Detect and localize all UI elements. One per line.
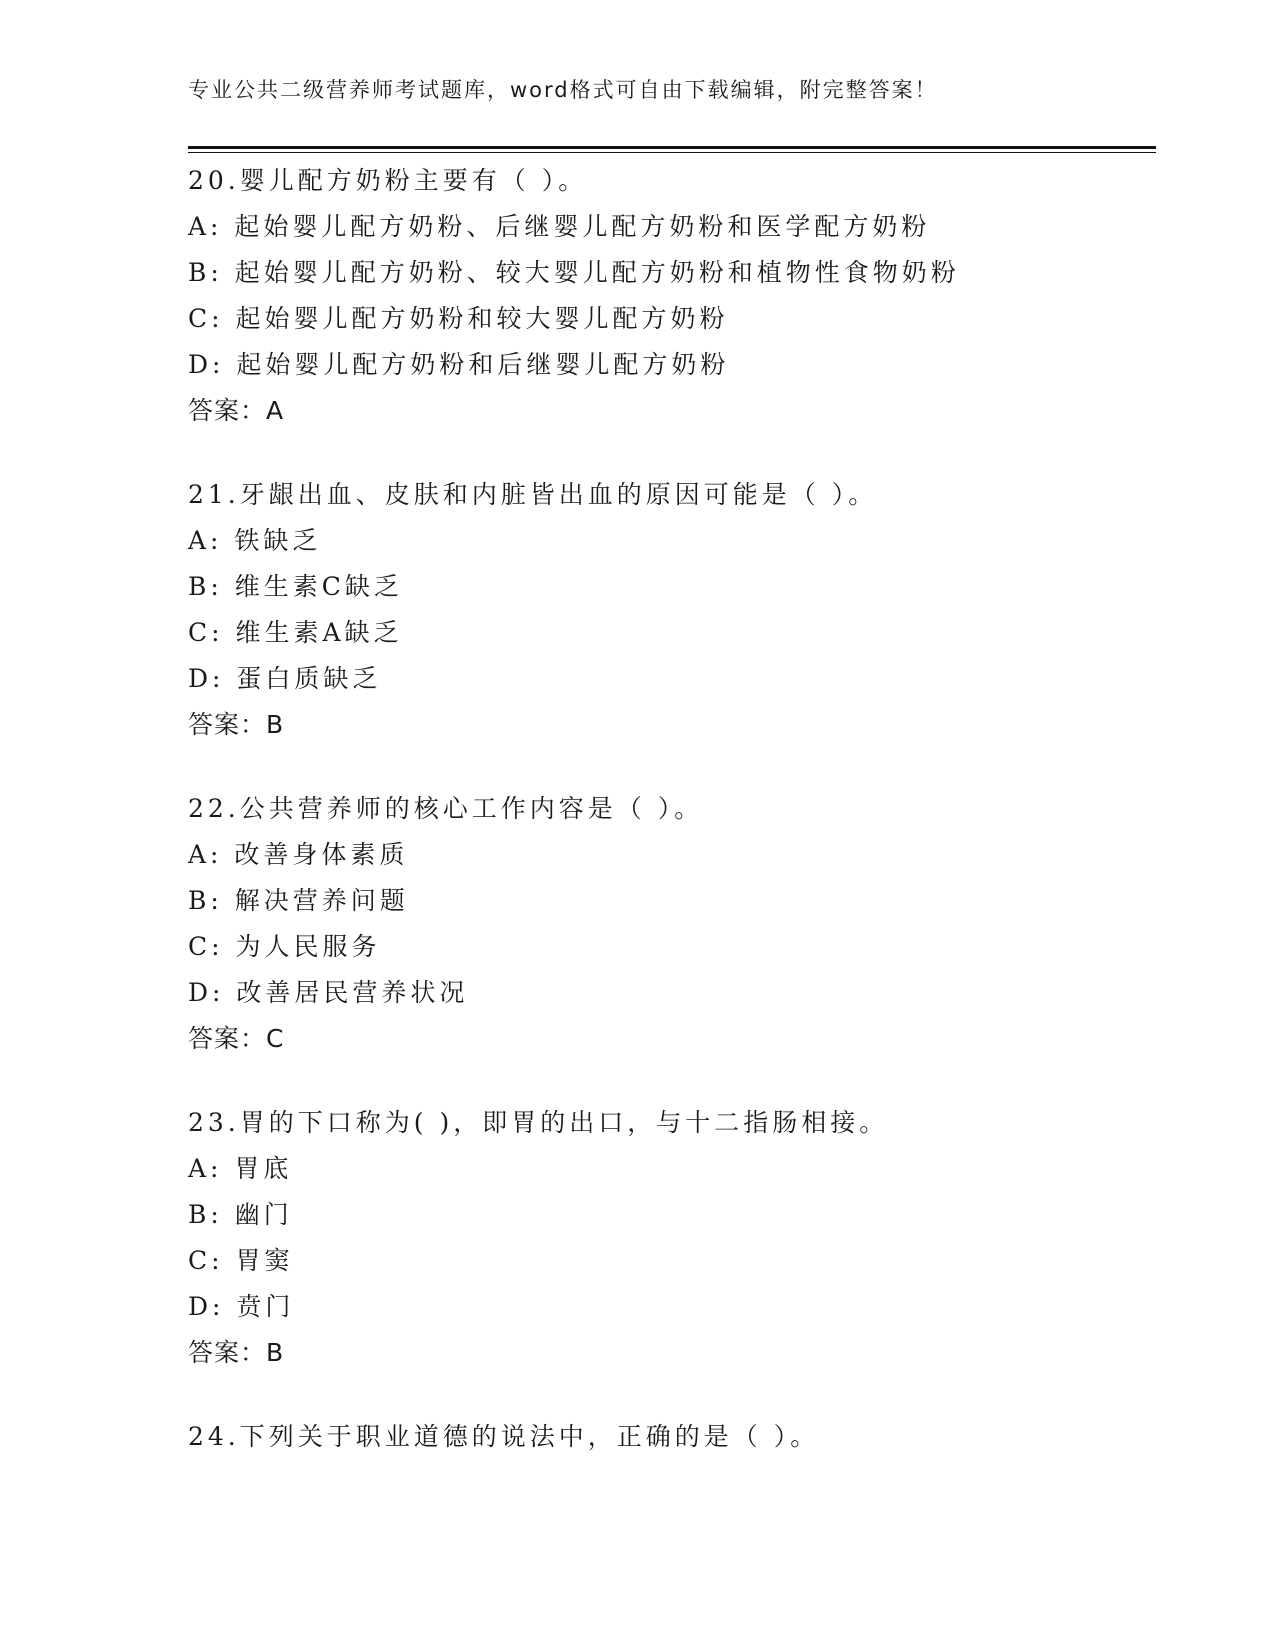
option-c: C: 胃窦 [188, 1246, 294, 1275]
question-list [188, 158, 1156, 1498]
option-d: D: 起始婴儿配方奶粉和后继婴儿配方奶粉 [188, 350, 730, 379]
question-20 [188, 158, 1156, 434]
question-stem: 20.婴儿配方奶粉主要有（ ）。 [188, 166, 588, 195]
answer: 答案：B [188, 710, 285, 739]
question-stem: 24.下列关于职业道德的说法中，正确的是（ ）。 [188, 1422, 820, 1451]
option-b: B: 幽门 [188, 1200, 293, 1229]
question-21 [188, 472, 1156, 748]
header-rule-thin [188, 152, 1156, 153]
answer: 答案：B [188, 1338, 285, 1367]
option-a: A: 胃底 [188, 1154, 293, 1183]
option-a: A: 起始婴儿配方奶粉、后继婴儿配方奶粉和医学配方奶粉 [188, 212, 931, 241]
question-22 [188, 786, 1156, 1062]
answer: 答案：C [188, 1024, 285, 1053]
question-stem: 21.牙龈出血、皮肤和内脏皆出血的原因可能是（ ）。 [188, 480, 878, 509]
header-rule-thick [188, 146, 1156, 149]
question-23 [188, 1100, 1156, 1376]
option-c: C: 为人民服务 [188, 932, 381, 961]
option-d: D: 蛋白质缺乏 [188, 664, 382, 693]
question-24 [188, 1414, 1156, 1460]
option-d: D: 贲门 [188, 1292, 295, 1321]
question-stem: 22.公共营养师的核心工作内容是（ ）。 [188, 794, 704, 823]
option-a: A: 改善身体素质 [188, 840, 409, 869]
option-a: A: 铁缺乏 [188, 526, 322, 555]
answer: 答案：A [188, 396, 285, 425]
option-d: D: 改善居民营养状况 [188, 978, 469, 1007]
option-c: C: 维生素A缺乏 [188, 618, 403, 647]
option-b: B: 起始婴儿配方奶粉、较大婴儿配方奶粉和植物性食物奶粉 [188, 258, 960, 287]
option-b: B: 解决营养问题 [188, 886, 409, 915]
option-b: B: 维生素C缺乏 [188, 572, 403, 601]
option-c: C: 起始婴儿配方奶粉和较大婴儿配方奶粉 [188, 304, 729, 333]
question-stem: 23.胃的下口称为( )，即胃的出口，与十二指肠相接。 [188, 1108, 889, 1137]
page-header: 专业公共二级营养师考试题库，word格式可自由下载编辑，附完整答案！ [188, 78, 938, 102]
